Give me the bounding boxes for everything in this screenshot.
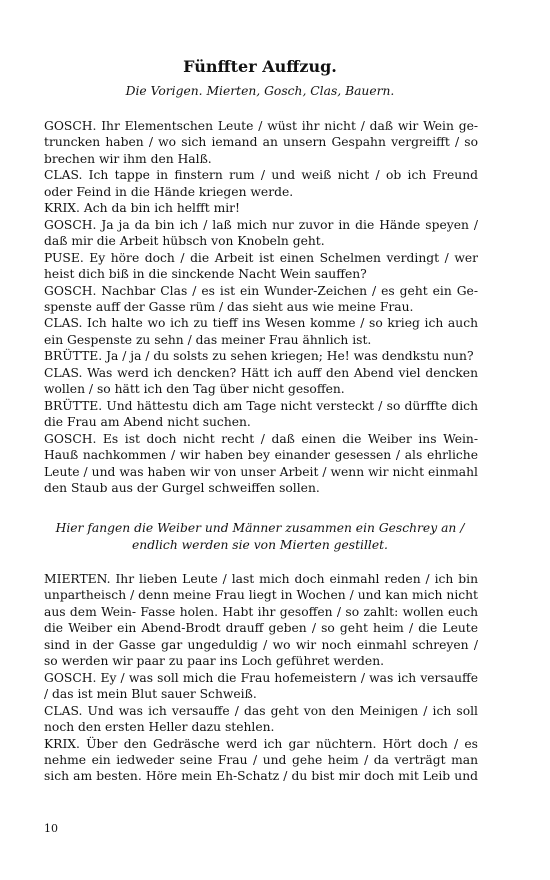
text-line: PUSE. Ey höre doch / die Arbeit ist einen Schelmen verdingt / wer [44, 250, 478, 265]
text-line: ein Gespenste zu sehn / das meiner Frau ähnlich ist. [44, 332, 372, 347]
text-line: den Staub aus der Gurgel schweiffen sollen. [44, 480, 320, 495]
text-line: brechen wir ihm den Halß. [44, 151, 212, 166]
stage-direction-line: Hier fangen die Weiber und Männer zusammen ein Geschrey an / [55, 521, 465, 535]
text-line: wollen / so hätt ich den Tag über nicht gesoffen. [44, 382, 345, 397]
text-line: truncken haben / wo sich iemand an unsern Gespahn vergreifft / so [44, 135, 478, 150]
text-line: unpartheisch / denn meine Frau liegt in Wochen / und kan mich nicht [44, 588, 478, 603]
text-line: GOSCH. Ja ja da bin ich / laß mich nur zuvor in die Hände speyen / [44, 217, 478, 232]
stage-direction-line: endlich werden sie von Mierten gestillet. [132, 537, 388, 552]
text-line: Leute / und was haben wir von unser Arbeit / wenn wir nicht einmahl [44, 464, 478, 479]
text-line: so werden wir paar zu paar ins Loch geführet werden. [44, 654, 385, 669]
text-line: BRÜTTE. Ja / ja / du solsts zu sehen kriegen; He! was dendkstu nun? [44, 349, 474, 364]
text-line: / das ist mein Blut sauer Schweiß. [44, 687, 257, 702]
text-line: CLAS. Und was ich versauffe / das geht von den Meinigen / ich soll [44, 703, 478, 718]
text-line: noch den ersten Heller dazu stehlen. [44, 720, 275, 735]
speech-clas-2 [44, 315, 478, 348]
text-line: die Weiber ein Abend-Brodt drauff geben / so geht heim / die Leute [44, 621, 478, 636]
speech-bruette-2 [44, 398, 478, 431]
dialogue-block-2 [44, 571, 478, 785]
text-line: oder Feind in die Hände kriegen werde. [44, 184, 294, 199]
speech-clas-3 [44, 365, 478, 398]
text-line: Hauß nachkommen / wir haben bey einander gesessen / als ehrliche [44, 448, 478, 463]
stage-direction [44, 520, 476, 553]
text-line: die Frau am Abend nicht suchen. [44, 415, 251, 430]
speech-bruette-1 [44, 348, 478, 364]
speech-krix-1 [44, 200, 478, 216]
speech-gosch-1 [44, 118, 478, 167]
speech-gosch-2 [44, 217, 478, 250]
speech-gosch-3 [44, 283, 478, 316]
speech-puse-1 [44, 250, 478, 283]
text-line: heist dich biß in die sinckende Nacht Wein sauffen? [44, 267, 367, 282]
dialogue-block-1 [44, 118, 478, 496]
text-line: nehme ein iedweder seine Frau / und gehe heim / da verträgt man [44, 752, 478, 767]
act-heading: Fünffter Auffzug. [183, 57, 337, 76]
text-line: sind in der Gasse gar ungeduldig / wo wir noch einmahl schreyen / [44, 637, 478, 652]
text-line: daß mir die Arbeit hübsch von Knobeln geht. [44, 234, 325, 249]
text-line: GOSCH. Nachbar Clas / es ist ein Wunder-Zeichen / es geht ein Ge- [44, 283, 478, 298]
speech-gosch-4 [44, 431, 478, 497]
text-line: CLAS. Ich tappe in finstern rum / und weiß nicht / ob ich Freund [44, 168, 478, 183]
speech-mierten-1 [44, 571, 478, 670]
text-line: KRIX. Ach da bin ich helfft mir! [44, 201, 240, 216]
text-line: CLAS. Was werd ich dencken? Hätt ich auff den Abend viel dencken [44, 365, 478, 380]
speech-krix-2 [44, 736, 478, 785]
text-line: spenste auff der Gasse rüm / das sieht aus wie meine Frau. [44, 299, 414, 314]
speech-clas-1 [44, 167, 478, 200]
text-line: GOSCH. Es ist doch nicht recht / daß einen die Weiber ins Wein- [44, 431, 478, 446]
cast-line: Die Vorigen. Mierten, Gosch, Clas, Bauern. [125, 84, 395, 98]
text-line: aus dem Wein- Fasse holen. Habt ihr gesoffen / so zahlt: wollen euch [44, 604, 478, 619]
text-line: KRIX. Über den Gedräsche werd ich gar nüchtern. Hört doch / es [44, 736, 478, 751]
text-line: BRÜTTE. Und hättestu dich am Tage nicht versteckt / so dürffte dich [44, 398, 478, 413]
text-line: CLAS. Ich halte wo ich zu tieff ins Wesen komme / so krieg ich auch [44, 316, 478, 331]
text-line: MIERTEN. Ihr lieben Leute / last mich doch einmahl reden / ich bin [44, 572, 478, 586]
page-number: 10 [44, 822, 58, 835]
text-line: GOSCH. Ey / was soll mich die Frau hofemeistern / was ich versauffe [44, 670, 478, 685]
text-line: sich am besten. Höre mein Eh-Schatz / du bist mir doch mit Leib und [44, 769, 478, 784]
text-line: GOSCH. Ihr Elementschen Leute / wüst ihr nicht / daß wir Wein ge- [44, 119, 478, 133]
speech-gosch-5 [44, 670, 478, 703]
speech-clas-4 [44, 703, 478, 736]
